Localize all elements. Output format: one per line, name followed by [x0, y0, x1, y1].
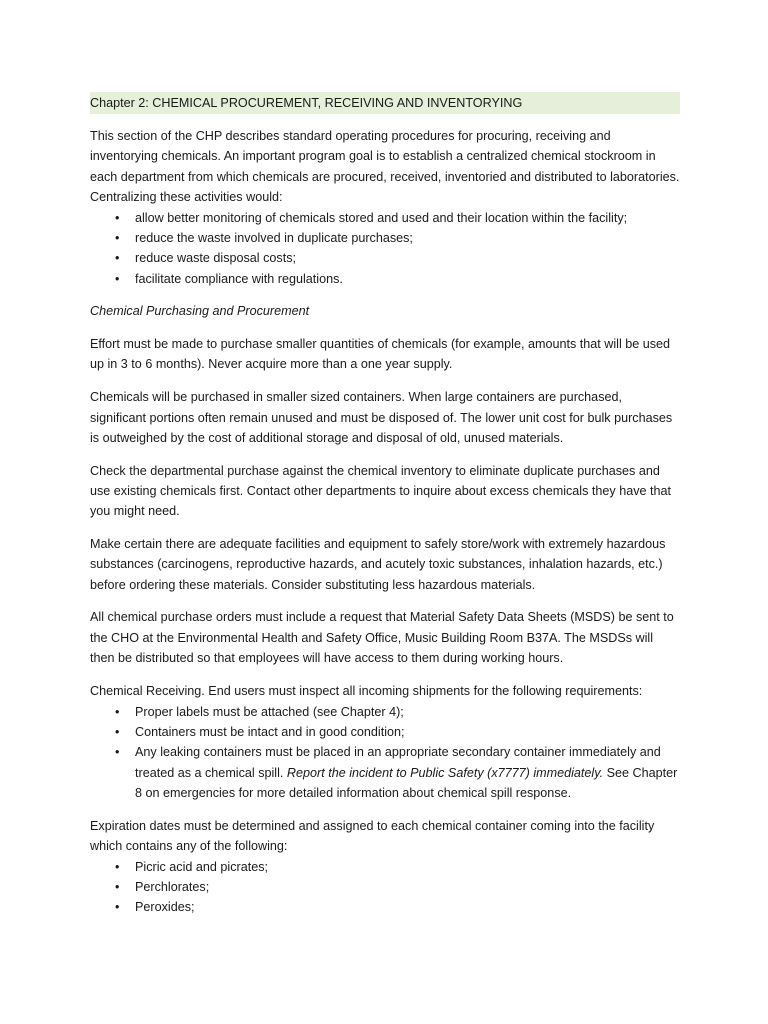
- intro-bullet-list: [90, 208, 680, 289]
- list-item-spill: [90, 742, 680, 803]
- purchasing-paragraph: Make certain there are adequate facilities and equipment to safely store/work with extremely hazardous substances (carcinogens, reproductive hazards, and acutely toxic substances, inhalation hazards, etc.) before ordering these materials. Consider substituting less hazardous materials.: [90, 537, 666, 592]
- receiving-paragraph: Chemical Receiving. End users must inspect all incoming shipments for the following requirements:: [90, 683, 643, 698]
- section-subheading: Chemical Purchasing and Procurement: [90, 304, 310, 319]
- purchasing-paragraph: Chemicals will be purchased in smaller sized containers. When large containers are purchased, significant portions often remain unused and must be disposed of. The lower unit cost for bulk purchases is outweighed by the cost of additional storage and disposal of old, unused materials.: [90, 390, 673, 445]
- list-item: • reduce waste disposal costs;: [90, 248, 680, 268]
- spill-text: Any leaking containers must be placed in an appropriate secondary container immediately and treated as a chemical spill.: [135, 745, 661, 780]
- list-item: • Picric acid and picrates;: [90, 857, 680, 877]
- list-item: • Containers must be intact and in good condition;: [90, 722, 680, 742]
- expiration-bullet-list: [90, 857, 680, 918]
- expiration-paragraph: Expiration dates must be determined and assigned to each chemical container coming into the facility which contains any of the following:: [90, 818, 655, 853]
- purchasing-paragraph: All chemical purchase orders must include a request that Material Safety Data Sheets (MSDS) be sent to the CHO at the Environmental Health and Safety Office, Music Building Room B37A. The MSDSs will then be distributed so that employees will have access to them during working hours.: [90, 610, 674, 666]
- list-item: • allow better monitoring of chemicals stored and used and their location within the facility;: [90, 208, 680, 228]
- intro-paragraph: This section of the CHP describes standard operating procedures for procuring, receiving and inventorying chemicals. An important program goal is to establish a centralized chemical stockroom in each department from which chemicals are procured, received, inventoried and distributed to laboratories. Centralizing these activities would:: [90, 129, 680, 204]
- spill-report-text: Report the incident to Public Safety (x7777) immediately.: [286, 765, 604, 780]
- list-item: • facilitate compliance with regulations.: [90, 269, 680, 289]
- list-item: • Peroxides;: [90, 897, 680, 917]
- list-item: • Perchlorates;: [90, 877, 680, 897]
- purchasing-paragraph: Check the departmental purchase against the chemical inventory to eliminate duplicate purchases and use existing chemicals first. Contact other departments to inquire about excess chemicals they have that you might need.: [90, 463, 672, 519]
- purchasing-paragraph: Effort must be made to purchase smaller quantities of chemicals (for example, amounts that will be used up in 3 to 6 months). Never acquire more than a one year supply.: [90, 337, 671, 372]
- list-item: • Proper labels must be attached (see Chapter 4);: [90, 702, 680, 722]
- receiving-bullet-list: [90, 702, 680, 803]
- chapter-heading: Chapter 2: CHEMICAL PROCUREMENT, RECEIVING AND INVENTORYING: [90, 92, 680, 114]
- spill-reference-text: See Chapter 8 on emergencies for more detailed information about chemical spill response.: [135, 765, 678, 800]
- list-item: • reduce the waste involved in duplicate purchases;: [90, 228, 680, 248]
